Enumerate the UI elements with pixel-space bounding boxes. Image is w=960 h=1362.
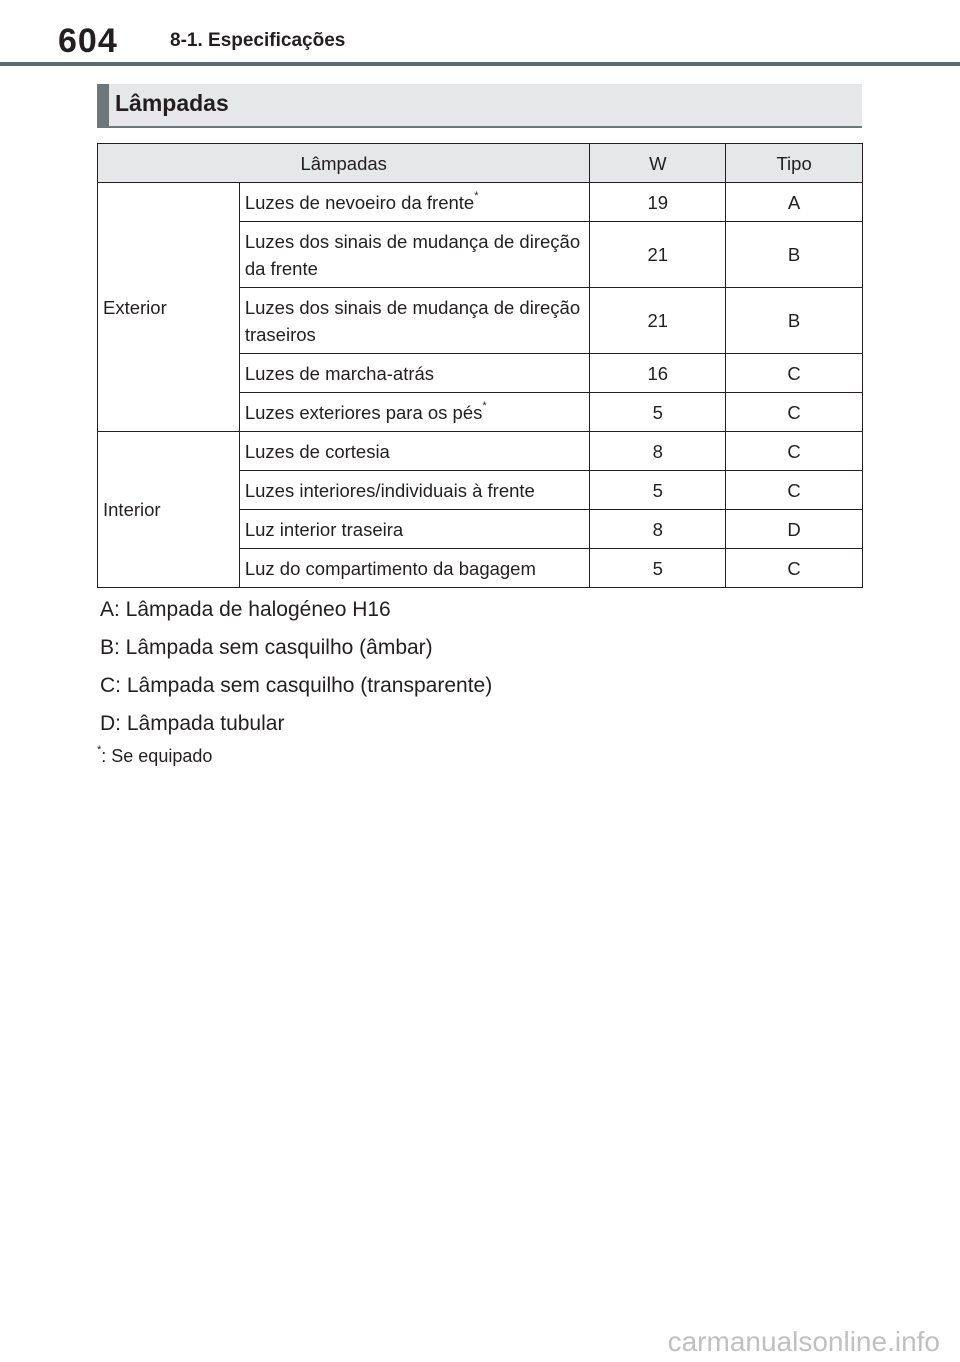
bulb-watt: 19: [590, 183, 726, 222]
footnote: [97, 746, 212, 767]
header-tipo: Tipo: [726, 144, 863, 183]
bulb-name: Luzes de nevoeiro da frente*: [239, 183, 590, 222]
bulb-watt: 16: [590, 354, 726, 393]
bulb-name: Luzes exteriores para os pés*: [239, 393, 590, 432]
bulb-type: C: [726, 432, 863, 471]
footnote-mark: *: [97, 744, 102, 756]
legend-item: B: Lâmpada sem casquilho (âmbar): [100, 636, 433, 659]
section-heading-bar: [97, 84, 862, 128]
bulb-watt: 5: [590, 471, 726, 510]
legend-item: A: Lâmpada de halogéneo H16: [100, 598, 391, 621]
bulb-watt: 21: [590, 288, 726, 354]
section-accent: [97, 84, 109, 128]
bulb-watt: 8: [590, 510, 726, 549]
bulb-watt: 5: [590, 549, 726, 588]
page-number: 604: [58, 22, 118, 60]
bulb-type: C: [726, 549, 863, 588]
bulb-watt: 5: [590, 393, 726, 432]
bulb-specs-table: [97, 143, 863, 588]
legend-item: D: Lâmpada tubular: [100, 712, 285, 735]
bulb-name: Luzes de cortesia: [239, 432, 590, 471]
legend-item: C: Lâmpada sem casquilho (transparente): [100, 674, 493, 697]
footnote-mark: *: [474, 190, 479, 203]
footnote-text: : Se equipado: [101, 746, 213, 766]
watermark[interactable]: carmanualsonline.info: [667, 1326, 940, 1357]
bulb-type: C: [726, 471, 863, 510]
section-heading: Lâmpadas: [115, 90, 229, 116]
type-legend: [100, 598, 492, 750]
bulb-type: A: [726, 183, 863, 222]
bulb-type: C: [726, 393, 863, 432]
bulb-watt: 8: [590, 432, 726, 471]
bulb-type: C: [726, 354, 863, 393]
footnote-mark: *: [482, 400, 487, 413]
bulb-name: Luzes dos sinais de mudança de direção traseiros: [239, 288, 590, 354]
bulb-type: B: [726, 288, 863, 354]
table-row: [98, 432, 863, 471]
header-w: W: [590, 144, 726, 183]
bulb-name: Luzes interiores/individuais à frente: [239, 471, 590, 510]
bulb-name: Luz interior traseira: [239, 510, 590, 549]
group-exterior: Exterior: [98, 183, 240, 432]
section-title: 8-1. Especificações: [170, 30, 346, 51]
bulb-type: B: [726, 222, 863, 288]
header-lampadas: Lâmpadas: [98, 144, 590, 183]
bulb-name: Luzes dos sinais de mudança de direção da frente: [239, 222, 590, 288]
table-header-row: [98, 144, 863, 183]
bulb-name: Luz do compartimento da bagagem: [239, 549, 590, 588]
table-row: [98, 183, 863, 222]
group-interior: Interior: [98, 432, 240, 588]
header-rule: [0, 62, 960, 66]
bulb-name: Luzes de marcha-atrás: [239, 354, 590, 393]
bulb-type: D: [726, 510, 863, 549]
bulb-watt: 21: [590, 222, 726, 288]
